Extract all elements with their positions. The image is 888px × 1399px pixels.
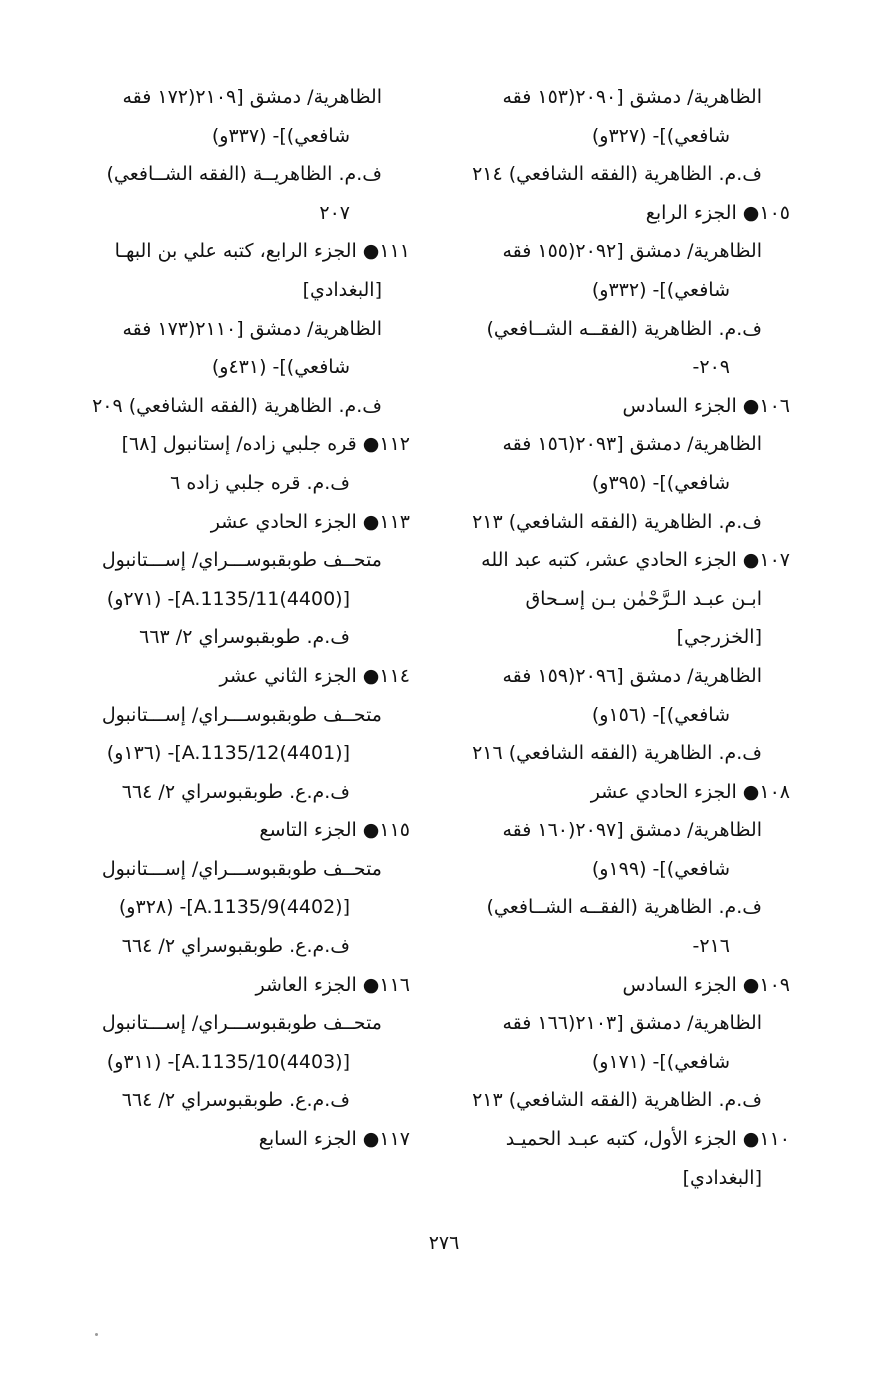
entry-line: ف.م.ع. طوبقبوسراي ٢/ ٦٦٤ — [121, 780, 350, 803]
entry-line: الظاهرية/ دمشق [٢١٠٣(١٦٦ فقه — [502, 1012, 762, 1035]
entry-line: [(4402)A.1135/9]- (٣٢٨و) — [118, 896, 350, 919]
entry-heading: ١١١● الجزء الرابع، كتبه علي بن البهـا — [114, 240, 410, 263]
entry-line: الظاهرية/ دمشق [٢١١٠(١٧٣ فقه — [122, 317, 382, 340]
entry-line: ف.م. الظاهرية (الفقــه الشــافعي) — [486, 896, 762, 919]
entry-line: ٢٠٧ — [319, 201, 350, 224]
entry-line: ف.م.ع. طوبقبوسراي ٢/ ٦٦٤ — [121, 935, 350, 958]
entry-line: ف.م. الظاهرية (الفقه الشافعي) ٢١٦ — [472, 742, 762, 765]
entry-line: شافعي)]- (١٧١و) — [591, 1050, 730, 1073]
entry-line: [البغدادي] — [302, 278, 382, 301]
entry-heading: ١١٥● الجزء التاسع — [259, 819, 410, 842]
left-column — [60, 78, 410, 1159]
entry-line: شافعي)]- (٣٢٧و) — [591, 124, 730, 147]
entry-line: متحــف طوبقبوســـراي/ إســـتانبول — [101, 1012, 382, 1035]
entry-line: ف.م. الظاهرية (الفقه الشافعي) ٢١٤ — [472, 163, 762, 186]
scan-speck — [95, 1333, 98, 1336]
entry-heading: ١١٤● الجزء الثاني عشر — [219, 664, 410, 687]
entry-heading: ١١٠● الجزء الأول، كتبه عبـد الحميـد — [505, 1128, 790, 1151]
entry-line: [الخزرجي] — [676, 626, 762, 649]
entry-heading: ١٠٦● الجزء السادس — [622, 394, 790, 417]
entry-line: شافعي)]- (٤٣١و) — [211, 356, 350, 379]
entry-heading: ١٠٩● الجزء السادس — [622, 973, 790, 996]
entry-line: شافعي)]- (١٥٦و) — [591, 703, 730, 726]
entry-line: الظاهرية/ دمشق [٢٠٩٦(١٥٩ فقه — [502, 664, 762, 687]
entry-line: [(4401)A.1135/12]- (١٣٦و) — [106, 742, 350, 765]
entry-line: ٢٠٩- — [692, 356, 730, 379]
entry-line: الظاهرية/ دمشق [٢٠٩٣(١٥٦ فقه — [502, 433, 762, 456]
entry-line: متحــف طوبقبوســـراي/ إســـتانبول — [101, 857, 382, 880]
right-column — [440, 78, 790, 1197]
entry-line: ف.م. الظاهرية (الفقه الشافعي) ٢٠٩ — [92, 394, 382, 417]
entry-line: ف.م. طوبقبوسراي ٢/ ٦٦٣ — [139, 626, 350, 649]
entry-line: شافعي)]- (٣٣٢و) — [591, 278, 730, 301]
entry-heading: ١١٢● قره جلبي زاده/ إستانبول [٦٨] — [121, 433, 410, 456]
entry-heading: ١٠٥● الجزء الرابع — [645, 201, 790, 224]
entry-line: ف.م. الظاهرية (الفقــه الشــافعي) — [486, 317, 762, 340]
entry-line: ف.م. الظاهرية (الفقه الشافعي) ٢١٣ — [472, 1089, 762, 1112]
entry-line: الظاهرية/ دمشق [٢٠٩٠(١٥٣ فقه — [502, 86, 762, 108]
entry-line: شافعي)]- (٣٩٥و) — [591, 471, 730, 494]
entry-line: الظاهرية/ دمشق [٢١٠٩(١٧٢ فقه — [122, 86, 382, 108]
entry-line: [البغدادي] — [682, 1166, 762, 1189]
entry-line: [(4403)A.1135/10]- (٣١١و) — [106, 1050, 350, 1073]
entry-heading: ١١٧● الجزء السابع — [258, 1128, 410, 1151]
entry-line: ف.م. الظاهرية (الفقه الشافعي) ٢١٣ — [472, 510, 762, 533]
entry-line: شافعي)]- (٣٣٧و) — [211, 124, 350, 147]
entry-line: متحــف طوبقبوســـراي/ إســـتانبول — [101, 703, 382, 726]
entry-line: ابـن عبـد الـرَّحْمٰن بـن إسـحاق — [525, 587, 762, 610]
entry-heading: ١٠٧● الجزء الحادي عشر، كتبه عبد الله — [481, 549, 790, 572]
entry-line: ف.م. الظاهريــة (الفقه الشــافعي) — [106, 163, 382, 186]
entry-line: [(4400)A.1135/11]- (٢٧١و) — [106, 587, 350, 610]
page-number: ٢٧٦ — [428, 1232, 460, 1254]
entry-line: ف.م.ع. طوبقبوسراي ٢/ ٦٦٤ — [121, 1089, 350, 1112]
entry-heading: ١٠٨● الجزء الحادي عشر — [590, 780, 790, 803]
entry-line: ٢١٦- — [692, 935, 730, 958]
entry-line: الظاهرية/ دمشق [٢٠٩٧(١٦٠ فقه — [502, 819, 762, 842]
entry-line: متحــف طوبقبوســـراي/ إســـتانبول — [101, 549, 382, 572]
entry-line: الظاهرية/ دمشق [٢٠٩٢(١٥٥ فقه — [502, 240, 762, 263]
entry-line: ف.م. قره جلبي زاده ٦ — [170, 471, 350, 494]
entry-heading: ١١٦● الجزء العاشر — [255, 973, 410, 996]
entry-heading: ١١٣● الجزء الحادي عشر — [210, 510, 410, 533]
entry-line: شافعي)]- (١٩٩و) — [591, 857, 730, 880]
